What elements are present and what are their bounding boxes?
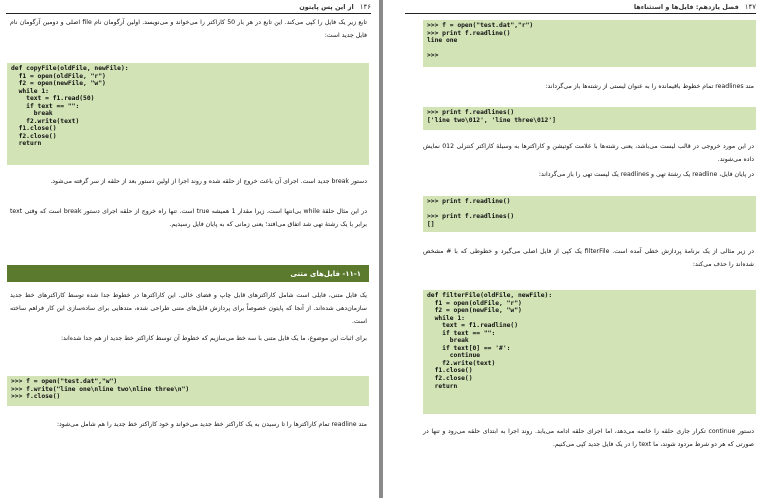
intro-paragraph: تابع زیر یک فایل را کپی می‌کند. این تابع در هر بار 50 کاراکتر را می‌خواند و می‌نویسد. اولین آرگومان نام file اصلی و دومین آرگومان نام فایل جدید است: — [10, 19, 367, 39]
while-paragraph: در این مثال حلقهٔ while بی‌انتها است، زیرا مقدار 1 همیشه true است. تنها راه خروج از حلقه اجرای دستور break است که وقتی text برابر با یک رشتهٔ تهی شد اتفاق می‌افتد؛ یعنی زمانی که به پایان فایل رسیدیم. — [10, 208, 367, 228]
book-title: از این پس پایتون — [299, 2, 354, 11]
readline-code-block: >>> f = open("test.dat","r") >>> print f.readline() line one >>> — [423, 20, 756, 67]
copyfile-code-block: def copyFile(oldFile, newFile): f1 = open(oldFile, "r") f2 = open(newFile, "w") while 1: text = f1.read(50) if text == "": break f2.write(text) f1.close() f2.close() return — [7, 63, 369, 165]
left-page-number: ۱۴۶ — [359, 2, 371, 11]
filter-paragraph: در زیر مثالی از یک برنامهٔ پردازش خطی آمده است. filterFile یک کپی از فایل اصلی می‌گیرد و خطوطی که با # مشخص شده‌اند را حذف می‌کند: — [423, 248, 754, 268]
left-page-header — [6, 0, 371, 13]
readlines-paragraph: متد readlines تمام خطوط باقیمانده را به عنوان لیستی از رشته‌ها باز می‌گرداند: — [545, 83, 754, 90]
output-paragraph: در این مورد خروجی در قالب لیست می‌باشد، یعنی رشته‌ها با علامت کوتیشن و کاراکترها به وسیلهٔ کاراکتر کنترلی 012 نمایش داده می‌شوند. — [423, 143, 755, 163]
eof-paragraph: در پایان فایل، readline یک رشتهٔ تهی و readlines یک لیست تهی را باز می‌گرداند: — [538, 171, 754, 178]
section-title-bar: ۱۱-۱- فایل‌های متنی — [7, 265, 369, 282]
readlines-code-block: >>> print f.readlines() ['line two\012', 'line three\012'] — [423, 107, 756, 130]
header-rule — [405, 13, 756, 14]
text-files-paragraph: یک فایل متنی، فایلی است شامل کاراکترهای قابل چاپ و فضای خالی. این کاراکترها در خطوط جدا شده توسط کاراکترهای خط جدید سازمان‌دهی شده‌اند. از آنجا که پایتون خصوصاً برای پردازش فایل‌های متنی طراحی شده، متدهایی برای ساده‌سازی این کار فراهم ساخته است. — [10, 292, 367, 325]
right-page-number: ۱۴۷ — [744, 2, 756, 11]
readline-paragraph: متد readline تمام کاراکترها را تا رسیدن به یک کاراکتر خط جدید می‌خواند و خود کاراکتر خط جدید را هم شامل می‌شود: — [56, 421, 367, 428]
example-paragraph: برای اثبات این موضوع، ما یک فایل متنی با سه خط می‌سازیم که خطوط آن توسط کاراکتر خط جدید از هم جدا شده‌اند: — [60, 335, 367, 342]
left-page — [0, 0, 379, 498]
continue-paragraph: دستور continue تکرار جاری حلقه را خاتمه می‌دهد، اما اجرای حلقه ادامه می‌یابد. روند اجرا به ابتدای حلقه می‌رود و تنها در صورتی که هر دو شرط مردود شوند، ما text را در یک فایل جدید کپی می‌کنیم. — [423, 428, 754, 448]
break-paragraph: دستور break جدید است. اجرای آن باعث خروج از حلقه شده و روند اجرا از اولین دستور بعد از حلقه از سر گرفته می‌شود. — [50, 178, 367, 185]
write-code-block: >>> f = open("test.dat","w") >>> f.write("line one\nline two\nline three\n") >>> f.close() — [7, 376, 369, 406]
right-page — [383, 0, 768, 498]
filterfile-code-block: def filterFile(oldFile, newFile): f1 = open(oldFile, "r") f2 = open(newFile, "w") while 1: text = f1.readline() if text == "": break if text[0] == '#': continue f2.write(text) f1.close() f2.close() return — [423, 290, 756, 414]
chapter-title: فصل یازدهم: فایل‌ها و استثناءها — [633, 2, 739, 11]
right-page-header — [405, 0, 756, 13]
header-rule — [6, 13, 371, 14]
eof-code-block: >>> print f.readline() >>> print f.readlines() [] — [423, 196, 756, 232]
